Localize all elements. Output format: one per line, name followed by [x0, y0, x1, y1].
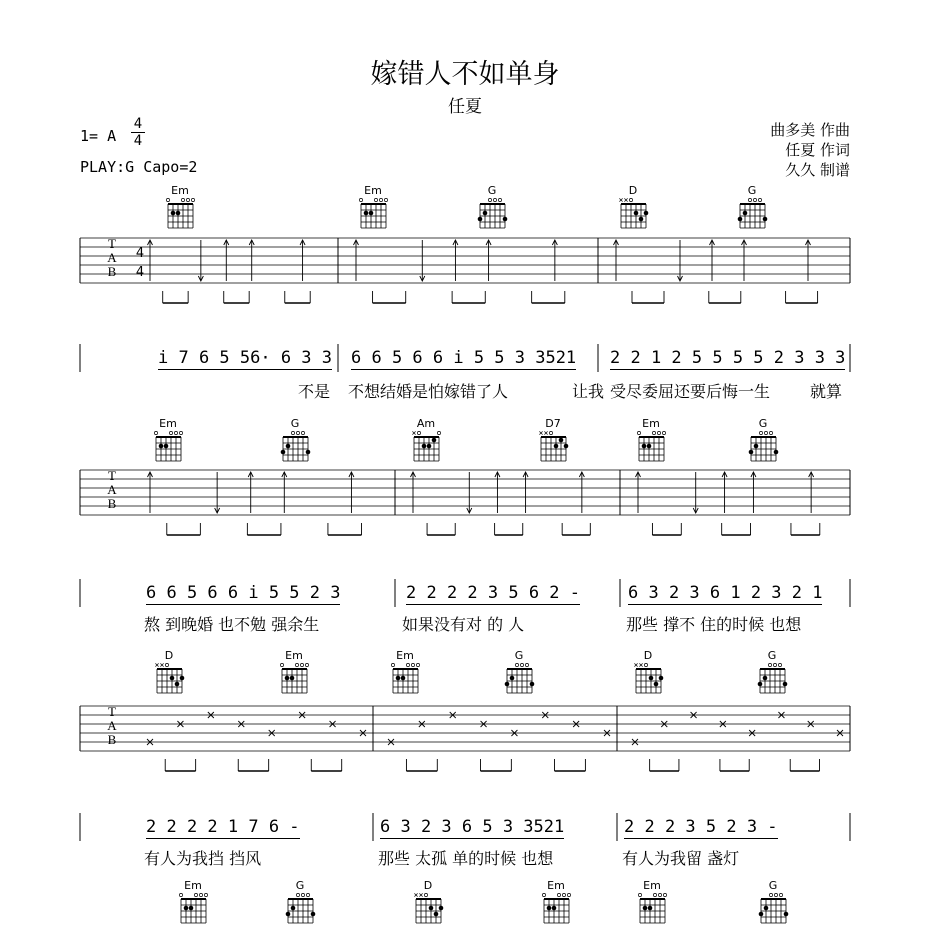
chord-grid	[151, 662, 187, 696]
chord-grid	[150, 430, 186, 464]
numbered-notation-measure: 2 2 2 2 3 5 6 2 -	[406, 583, 580, 603]
time-sig-top: 4	[133, 116, 143, 132]
tab-letter: B	[107, 496, 117, 511]
lyric-line: 受尽委屈还要后悔一生	[610, 382, 771, 401]
chord-diagram-em	[175, 880, 211, 926]
chord-name: D7	[545, 417, 561, 430]
chord-name: Em	[643, 879, 661, 892]
tab-staff	[0, 468, 930, 538]
chord-diagram-em	[633, 418, 669, 464]
chord-name: G	[768, 879, 778, 892]
chord-grid	[634, 892, 670, 926]
lyric-line: 熬 到晚婚 也不勉 强余生	[144, 615, 320, 634]
chord-diagram-g	[754, 650, 790, 696]
numbered-notation-measure: 2 2 2 2 1 7 6 -	[146, 817, 300, 837]
chord-name: G	[758, 417, 768, 430]
chord-diagram-em	[538, 880, 574, 926]
chord-name: D	[643, 649, 653, 662]
chord-diagram-d	[410, 880, 446, 926]
chord-diagram-em	[162, 185, 198, 231]
time-signature	[131, 117, 145, 148]
chord-diagram-em	[634, 880, 670, 926]
chord-grid	[535, 430, 571, 464]
chord-name: Em	[396, 649, 414, 662]
chord-grid	[277, 430, 313, 464]
chord-grid	[276, 662, 312, 696]
chord-diagram-em	[150, 418, 186, 464]
tab-letter: A	[107, 482, 117, 497]
chord-name: G	[295, 879, 305, 892]
chord-diagram-em	[355, 185, 391, 231]
chord-grid	[474, 197, 510, 231]
composer-credit: 曲多美 作曲	[770, 121, 850, 139]
chord-name: G	[747, 184, 757, 197]
key-label: 1= A	[80, 127, 117, 145]
chord-diagram-d	[615, 185, 651, 231]
chord-name: D	[628, 184, 638, 197]
chord-name: G	[487, 184, 497, 197]
chord-grid	[408, 430, 444, 464]
tab-time-signature: 4	[135, 246, 145, 261]
chord-grid	[175, 892, 211, 926]
chord-grid	[538, 892, 574, 926]
chord-grid	[633, 430, 669, 464]
tab-letter: A	[107, 250, 117, 265]
tab-letter: A	[107, 718, 117, 733]
chord-name: Em	[184, 879, 202, 892]
tab-staff	[0, 704, 930, 774]
tab-letter: B	[107, 264, 117, 279]
numbered-notation-measure: 2 2 1 2 5 5 5 5 2 3 3 3	[610, 348, 846, 368]
lyric-line: 有人为我留 盏灯	[622, 849, 740, 868]
lyric-line: 那些 撑不 住的时候 也想	[626, 615, 802, 634]
chord-diagram-g	[734, 185, 770, 231]
chord-name: G	[767, 649, 777, 662]
chord-grid	[755, 892, 791, 926]
chord-diagram-em	[276, 650, 312, 696]
chord-grid	[501, 662, 537, 696]
chord-name: Em	[159, 417, 177, 430]
lyric-line: 让我	[572, 382, 605, 401]
chord-name: Am	[416, 417, 436, 430]
lyric-line: 不是	[298, 382, 331, 401]
chord-grid	[162, 197, 198, 231]
numbered-notation-measure: i 7 6 5 56· 6 3 3	[158, 348, 332, 368]
lyric-line: 就算	[810, 382, 843, 401]
chord-diagram-g	[474, 185, 510, 231]
time-sig-bottom: 4	[133, 133, 143, 149]
numbered-notation-measure: 2 2 2 3 5 2 3 -	[624, 817, 778, 837]
lyric-line: 不想结婚是怕嫁错了人	[348, 382, 509, 401]
chord-name: Em	[285, 649, 303, 662]
numbered-notation-measure: 6 6 5 6 6 i 5 5 3 3521	[351, 348, 577, 368]
chord-name: Em	[364, 184, 382, 197]
numbered-notation-measure: 6 3 2 3 6 1 2 3 2 1	[628, 583, 823, 603]
chord-grid	[615, 197, 651, 231]
chord-name: Em	[547, 879, 565, 892]
lyricist-credit: 任夏 作词	[785, 141, 850, 159]
chord-diagram-g	[501, 650, 537, 696]
tab-staff	[0, 236, 930, 306]
chord-name: Em	[642, 417, 660, 430]
chord-grid	[734, 197, 770, 231]
lyric-line: 那些 太孤 单的时候 也想	[378, 849, 554, 868]
lyric-line: 有人为我挡 挡风	[144, 849, 262, 868]
numbered-notation-measure: 6 3 2 3 6 5 3 3521	[380, 817, 565, 837]
chord-diagram-g	[277, 418, 313, 464]
tab-letter: T	[108, 704, 116, 719]
play-capo-info: PLAY:G Capo=2	[80, 158, 198, 176]
lyric-line: 如果没有对 的 人	[402, 615, 525, 634]
song-title: 嫁错人不如单身	[370, 59, 560, 90]
chord-diagram-g	[745, 418, 781, 464]
chord-grid	[745, 430, 781, 464]
singer-name: 任夏	[448, 97, 482, 117]
tab-letter: T	[108, 468, 116, 483]
chord-diagram-d	[151, 650, 187, 696]
chord-grid	[282, 892, 318, 926]
tab-letter: B	[107, 732, 117, 747]
chord-diagram-em	[387, 650, 423, 696]
chord-name: G	[290, 417, 300, 430]
chord-grid	[630, 662, 666, 696]
chord-diagram-am	[408, 418, 444, 464]
key-signature	[80, 127, 116, 145]
chord-name: D	[164, 649, 174, 662]
chord-grid	[387, 662, 423, 696]
chord-diagram-d	[630, 650, 666, 696]
tab-letter: T	[108, 236, 116, 251]
chord-grid	[410, 892, 446, 926]
chord-name: D	[423, 879, 433, 892]
chord-grid	[754, 662, 790, 696]
chord-diagram-g	[755, 880, 791, 926]
numbered-notation-measure: 6 6 5 6 6 i 5 5 2 3	[146, 583, 341, 603]
chord-diagram-d7	[535, 418, 571, 464]
chord-grid	[355, 197, 391, 231]
chord-diagram-g	[282, 880, 318, 926]
arranger-credit: 久久 制谱	[785, 161, 850, 179]
tab-time-signature: 4	[135, 265, 145, 280]
chord-name: G	[514, 649, 524, 662]
chord-name: Em	[171, 184, 189, 197]
